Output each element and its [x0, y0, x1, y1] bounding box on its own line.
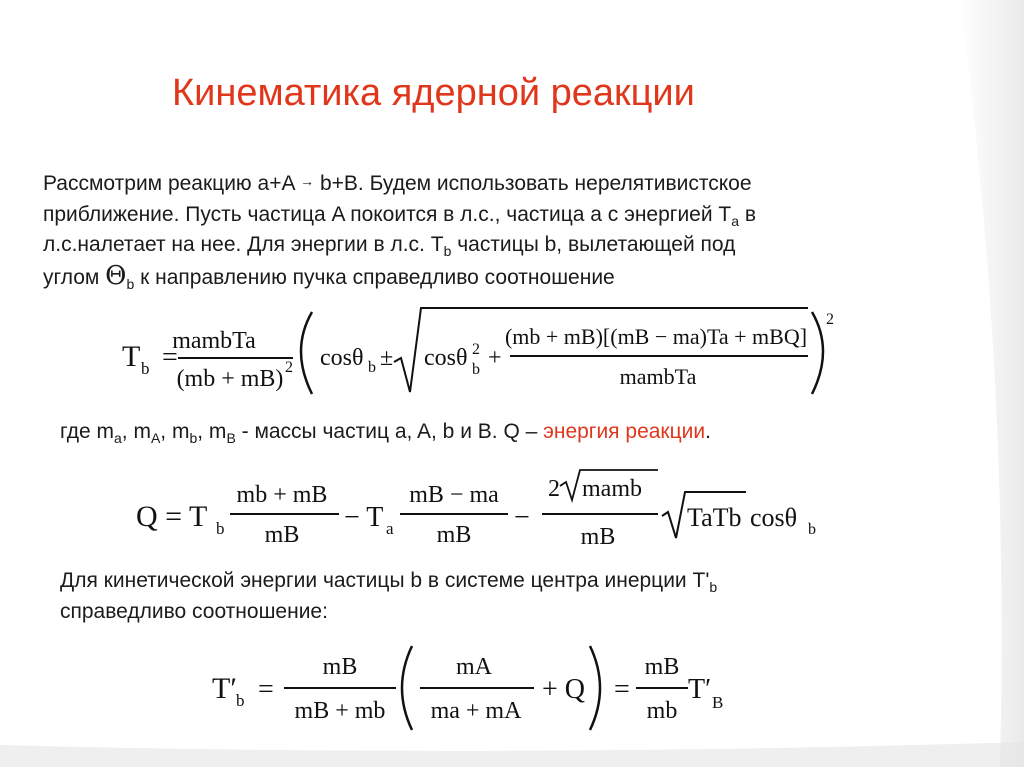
- svg-text:b: b: [141, 359, 150, 378]
- svg-text:mB: mB: [436, 522, 472, 548]
- svg-text:mambTa: mambTa: [619, 364, 697, 389]
- svg-text:mB: mB: [322, 654, 358, 680]
- svg-text:+: +: [488, 345, 502, 371]
- svg-text:mA: mA: [456, 654, 492, 680]
- equation-tb: [118, 302, 838, 400]
- intro-line-4: углом $\Theta_b$ к направлению пучка справедливо соотношение: [43, 260, 615, 292]
- svg-text:−: −: [514, 502, 530, 533]
- svg-text:a: a: [386, 519, 394, 538]
- svg-text:mb + mB: mb + mB: [236, 482, 328, 508]
- svg-text:(mb + mB)[(mB − ma)Ta + mBQ]: (mb + mB)[(mB − ma)Ta + mBQ]: [504, 324, 808, 349]
- svg-text:cosθ: cosθ: [424, 345, 468, 371]
- svg-text:mB − ma: mB − ma: [409, 482, 499, 508]
- slide-title: Кинематика ядерной реакции: [172, 72, 695, 114]
- svg-text:T: T: [122, 340, 141, 373]
- svg-text:mambTa: mambTa: [172, 328, 256, 354]
- cm-line-2: справедливо соотношение:: [60, 599, 328, 623]
- svg-text:=: =: [258, 674, 274, 705]
- cm-paragraph: [60, 566, 717, 627]
- svg-text:2: 2: [548, 476, 560, 502]
- cm-line-1: Для кинетической энергии частицы b в системе центра инерции $T'_b$: [60, 569, 718, 595]
- svg-text:T′: T′: [212, 672, 237, 705]
- svg-text:2: 2: [472, 341, 480, 358]
- svg-text:mb: mb: [646, 698, 678, 724]
- intro-line-3: л.с.налетает на нее. Для энергии в л.с. $T_b$ частицы b, вылетающей под: [43, 233, 736, 259]
- intro-line-2: приближение. Пусть частица A покоится в л.с., частица a с энергией $T_a$ в: [43, 202, 757, 229]
- svg-text:2: 2: [826, 311, 834, 328]
- masses-line: где $m_a$, $m_A$, $m_b$, $m_B$ - массы частиц a, A, b и B. Q – энергия реакции.: [60, 420, 711, 446]
- svg-text:b: b: [236, 691, 245, 710]
- svg-text:±: ±: [380, 345, 394, 371]
- svg-text:B: B: [712, 693, 724, 712]
- reaction-energy-link: энергия реакции: [543, 420, 706, 443]
- intro-line-1: Рассмотрим реакцию a+A → b+B. Будем использовать нерелятивистское: [43, 172, 752, 195]
- svg-text:+ Q: + Q: [542, 674, 586, 705]
- svg-text:b: b: [472, 361, 480, 378]
- svg-text:mB + mb: mB + mb: [294, 698, 386, 724]
- equation-tb-prime: [212, 638, 732, 738]
- svg-text:ma + mA: ma + mA: [430, 698, 522, 724]
- svg-text:cosθ: cosθ: [750, 503, 798, 532]
- svg-text:b: b: [368, 359, 376, 376]
- svg-text:2: 2: [285, 359, 293, 376]
- svg-text:cosθ: cosθ: [320, 345, 364, 371]
- svg-text:=: =: [614, 674, 630, 705]
- theta-symbol: Θ: [105, 260, 127, 291]
- svg-text:b: b: [216, 519, 225, 538]
- equation-q: [136, 466, 836, 556]
- svg-text:mamb: mamb: [582, 476, 642, 502]
- svg-text:mB: mB: [580, 524, 616, 550]
- svg-text:mB: mB: [264, 522, 300, 548]
- arrow-icon: →: [300, 173, 315, 189]
- svg-text:− T: − T: [344, 502, 384, 533]
- svg-text:TaTb: TaTb: [687, 503, 742, 532]
- svg-text:T′: T′: [688, 674, 712, 705]
- intro-paragraph: [43, 166, 756, 293]
- svg-text:b: b: [808, 521, 816, 538]
- svg-text:mB: mB: [644, 654, 680, 680]
- svg-text:(mb + mB): (mb + mB): [176, 366, 284, 392]
- svg-text:Q = T: Q = T: [136, 500, 208, 533]
- svg-text:=: =: [162, 342, 178, 373]
